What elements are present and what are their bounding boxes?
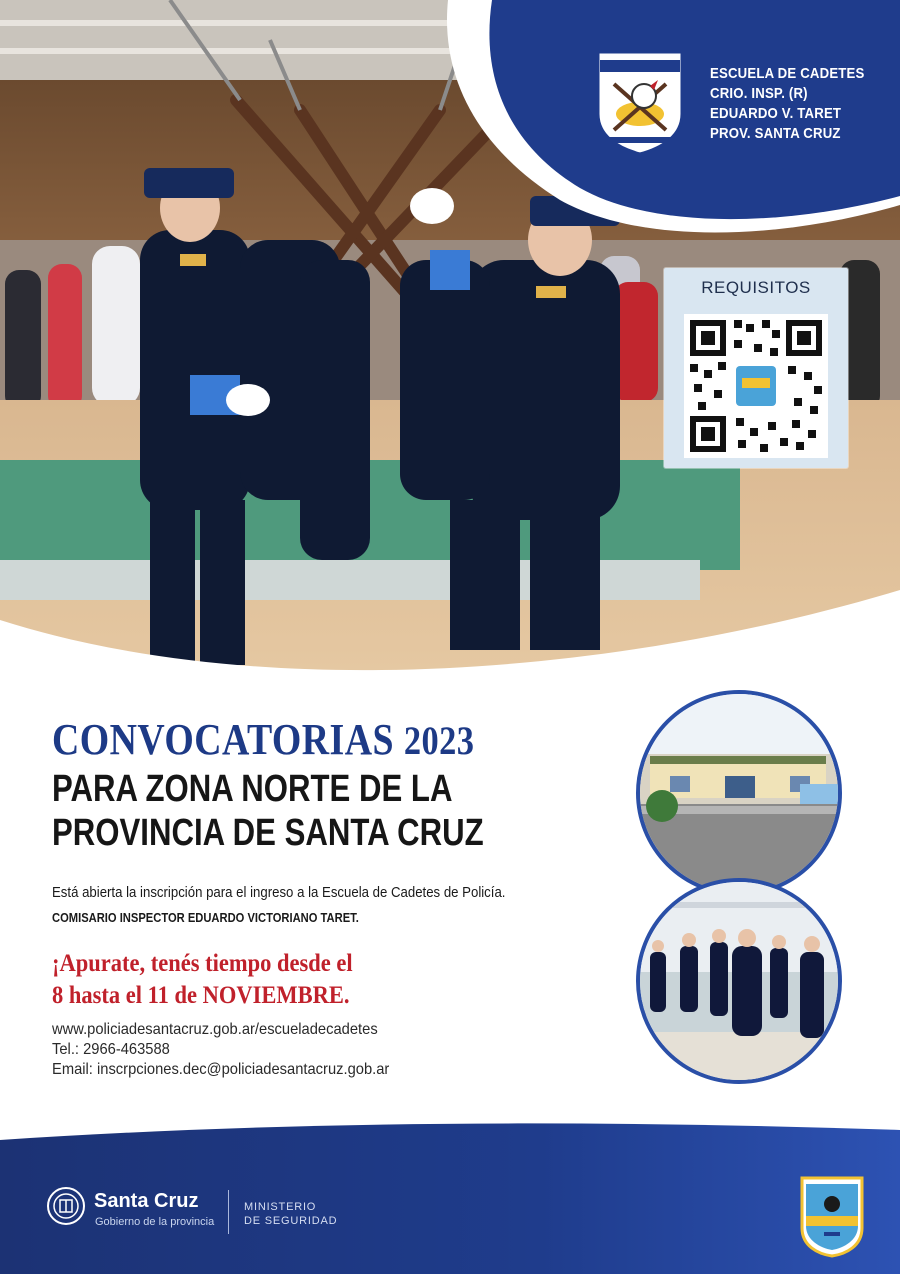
website-link[interactable]: www.policiadesantacruz.gob.ar/escueladecadetes: [52, 1021, 378, 1038]
headline: [52, 714, 578, 855]
headline-title: [52, 714, 505, 767]
contact-info: [52, 1020, 389, 1080]
headline-line-2: PARA ZONA NORTE DE LA: [52, 768, 453, 810]
intro-text: Está abierta la inscripción para el ingreso a la Escuela de Cadetes de Policía.: [52, 884, 506, 901]
headline-word: CONVOCATORIAS: [52, 715, 394, 764]
school-name-line-3: EDUARDO V. TARET: [710, 105, 842, 122]
cta-line-2: 8 hasta el 11 de NOVIEMBRE.: [52, 982, 350, 1009]
building-illustration: [640, 694, 838, 892]
school-name-line-1: ESCUELA DE CADETES: [710, 65, 865, 82]
cadets-march-photo: [636, 878, 842, 1084]
requirements-box[interactable]: [664, 268, 848, 468]
intro-school-name: COMISARIO INSPECTOR EDUARDO VICTORIANO TARET.: [52, 910, 359, 925]
qr-code-icon[interactable]: [684, 314, 828, 458]
march-illustration: [640, 882, 838, 1080]
school-name: [710, 64, 865, 144]
police-badge-icon: [798, 1174, 866, 1258]
call-to-action: [52, 948, 353, 1012]
province-seal-icon: [46, 1186, 86, 1226]
cta-line-1: ¡Apurate, tenés tiempo desde el: [52, 950, 353, 977]
footer-banner: [0, 1100, 900, 1274]
ministry-line-1: MINISTERIO: [244, 1201, 317, 1213]
school-crest-icon: [592, 44, 688, 156]
province-subtitle: Gobierno de la provincia: [95, 1216, 215, 1228]
footer-divider: [228, 1190, 229, 1234]
phone-number[interactable]: Tel.: 2966-463588: [52, 1041, 170, 1058]
province-name: Santa Cruz: [94, 1190, 199, 1212]
school-name-line-2: CRIO. INSP. (R): [710, 85, 808, 102]
requirements-title: REQUISITOS: [701, 278, 811, 297]
email-address[interactable]: Email: inscrpciones.dec@policiadesantacruz.gob.ar: [52, 1061, 390, 1078]
school-building-photo: [636, 690, 842, 896]
ministry-name: [244, 1200, 337, 1228]
headline-year: 2023: [403, 718, 475, 763]
school-name-line-4: PROV. SANTA CRUZ: [710, 125, 841, 142]
headline-line-3: PROVINCIA DE SANTA CRUZ: [52, 812, 484, 854]
ministry-line-2: DE SEGURIDAD: [244, 1215, 338, 1227]
